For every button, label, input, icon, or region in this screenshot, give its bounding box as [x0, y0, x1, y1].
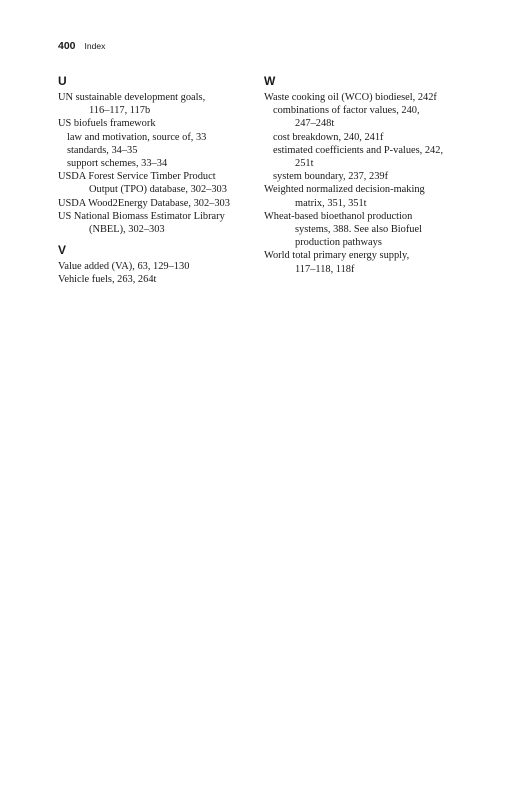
- running-head: Index: [84, 41, 106, 51]
- index-entry-continuation: 251t: [295, 158, 314, 170]
- index-entry: US biofuels framework: [58, 118, 156, 130]
- index-entry: UN sustainable development goals,: [58, 92, 206, 103]
- index-entry: Value added (VA), 63, 129–130: [58, 261, 190, 273]
- index-entry-continuation: 116–117, 117b: [89, 105, 151, 117]
- index-subentry: estimated coefficients and P-values, 242,: [273, 144, 444, 156]
- index-subentry: law and motivation, source of, 33: [67, 131, 207, 143]
- index-entry: USDA Wood2Energy Database, 302–303: [58, 197, 230, 209]
- index-section-w: [264, 74, 476, 276]
- section-letter: W: [264, 74, 276, 88]
- index-entry-continuation: 247–248t: [295, 118, 335, 130]
- index-entry: US National Biomass Estimator Library: [58, 210, 225, 222]
- index-column-right: [264, 74, 476, 276]
- section-letter: V: [58, 243, 67, 258]
- index-entry-continuation: (NBEL), 302–303: [89, 224, 165, 236]
- index-section-u: [58, 74, 258, 236]
- index-entry: World total primary energy supply,: [264, 250, 410, 262]
- page-number: 400: [58, 40, 76, 52]
- index-entry: Waste cooking oil (WCO) biodiesel, 242f: [264, 92, 437, 103]
- index-entry-continuation: production pathways: [295, 237, 382, 249]
- index-subentry: combinations of factor values, 240,: [273, 105, 420, 117]
- index-subentry: standards, 34–35: [67, 144, 138, 156]
- index-entry-continuation: matrix, 351, 351t: [295, 197, 367, 209]
- index-entry-continuation: systems, 388. See also Biofuel: [295, 224, 422, 236]
- index-entry: USDA Forest Service Timber Product: [58, 171, 216, 183]
- page-header: [58, 40, 105, 52]
- index-entry: Vehicle fuels, 263, 264t: [58, 274, 157, 286]
- index-section-v: [58, 243, 258, 286]
- index-subentry: support schemes, 33–34: [67, 158, 168, 170]
- index-subentry: system boundary, 237, 239f: [273, 171, 389, 183]
- index-entry-continuation: Output (TPO) database, 302–303: [89, 184, 227, 196]
- section-letter: U: [58, 74, 67, 88]
- index-entry: Weighted normalized decision-making: [264, 184, 425, 196]
- index-subentry: cost breakdown, 240, 241f: [273, 131, 384, 143]
- index-entry-continuation: 117–118, 118f: [295, 263, 355, 275]
- index-entry: Wheat-based bioethanol production: [264, 210, 413, 222]
- index-column-left: [58, 74, 258, 287]
